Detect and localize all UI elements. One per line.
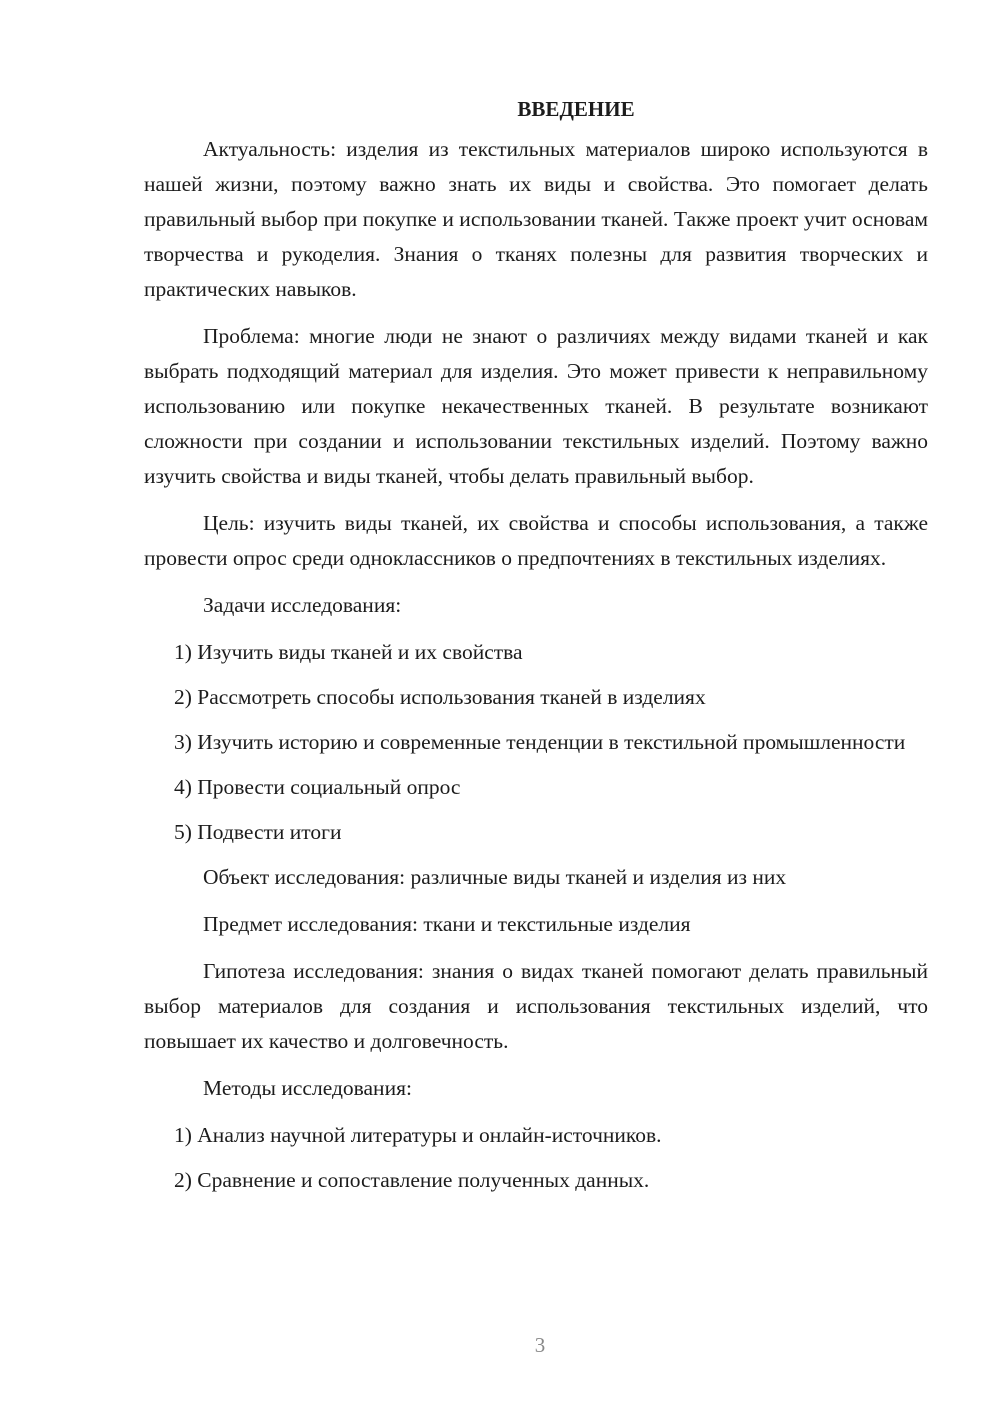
task-item-4: 4) Провести социальный опрос <box>174 775 461 799</box>
task-item-1: 1) Изучить виды тканей и их свойства <box>174 640 523 664</box>
methods-heading: Методы исследования: <box>203 1076 412 1100</box>
task-item-3: 3) Изучить историю и современные тенденции в текстильной промышленности <box>174 730 906 754</box>
subject-paragraph: Предмет исследования: ткани и текстильные изделия <box>203 912 691 936</box>
tasks-heading: Задачи исследования: <box>203 593 402 617</box>
relevance-paragraph: Актуальность: изделия из текстильных материалов широко используются в нашей жизни, поэтому важно знать их виды и свойства. Это помогает делать правильный выбор при покупке и использовании тканей. Также проект учит основам творчества и рукоделия. Знания о тканях полезны для развития творческих и практических навыков. <box>144 137 928 301</box>
hypothesis-paragraph: Гипотеза исследования: знания о видах тканей помогают делать правильный выбор материалов для создания и использования текстильных изделий, что повышает их качество и долговечность. <box>144 959 928 1053</box>
section-title: ВВЕДЕНИЕ <box>517 97 635 121</box>
method-item-1: 1) Анализ научной литературы и онлайн-источников. <box>174 1123 662 1147</box>
page-number: 3 <box>534 1333 546 1357</box>
problem-paragraph: Проблема: многие люди не знают о различиях между видами тканей и как выбрать подходящий материал для изделия. Это может привести к неправильному использованию или покупке некачественных тканей. В результате возникают сложности при создании и использовании текстильных изделий. Поэтому важно изучить свойства и виды тканей, чтобы делать правильный выбор. <box>144 324 928 488</box>
task-item-5: 5) Подвести итоги <box>174 820 342 844</box>
page-content <box>144 92 928 1208</box>
task-item-2: 2) Рассмотреть способы использования тканей в изделиях <box>174 685 706 709</box>
goal-paragraph: Цель: изучить виды тканей, их свойства и способы использования, а также провести опрос среди одноклассников о предпочтениях в текстильных изделиях. <box>144 511 928 570</box>
method-item-2: 2) Сравнение и сопоставление полученных данных. <box>174 1168 650 1192</box>
object-paragraph: Объект исследования: различные виды тканей и изделия из них <box>203 865 787 889</box>
